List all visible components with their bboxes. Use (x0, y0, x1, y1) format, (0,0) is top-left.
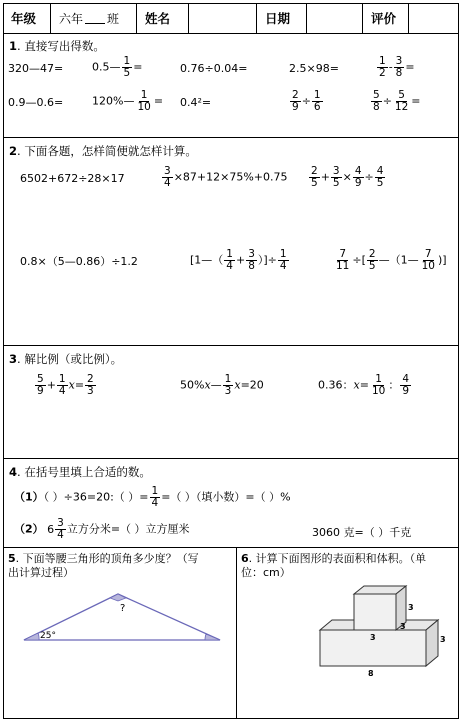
s3-problem-3[interactable] (318, 374, 412, 397)
apex-label: ? (120, 603, 126, 614)
text: ÷[ (352, 253, 366, 267)
frac-num: 1 (140, 89, 148, 101)
s1-problem-1[interactable]: 320—47= (8, 62, 64, 75)
angle-label: 25° (40, 631, 56, 641)
frac (331, 166, 342, 189)
s2-problem-5[interactable] (190, 249, 290, 272)
section-6-title (241, 551, 426, 566)
op: + (46, 378, 56, 392)
frac-num: 7 (424, 248, 432, 260)
section-4-number: 4 (9, 465, 18, 479)
section-4-divider (3, 547, 459, 548)
s2-problem-3[interactable] (308, 166, 386, 189)
frac-num: 1 (58, 373, 66, 385)
s1-p5-frac-2 (394, 56, 405, 79)
frac-den: 5 (368, 260, 376, 272)
frac (57, 374, 68, 397)
frac-den: 8 (248, 260, 255, 272)
frac-num: 5 (37, 373, 44, 385)
section-5-text-1: . 下面等腰三角形的顶角多少度？（写 (15, 552, 199, 565)
frac-den: 3 (87, 385, 94, 397)
frac (35, 374, 46, 397)
frac-den: 10 (421, 260, 435, 272)
text: ）]÷ (257, 253, 277, 267)
name-label: 姓名 (145, 11, 171, 26)
frac-num: 2 (292, 89, 299, 101)
frac-num: 7 (339, 248, 347, 260)
frac-den: 8 (395, 67, 403, 79)
grade-value: 六年 (59, 11, 84, 26)
frac-num: 1 (224, 373, 232, 385)
eval-label-cell (363, 3, 409, 33)
frac-num: 4 (376, 165, 384, 177)
s1-p5-frac-1 (377, 56, 388, 79)
frac-den: 9 (37, 385, 44, 397)
section-3-number: 3 (9, 352, 18, 366)
frac (309, 166, 320, 189)
s1-p2-eq: = (133, 60, 143, 74)
var-x: x (353, 378, 360, 392)
s2-problem-4[interactable]: 0.8×（5—0.86）÷1.2 (20, 255, 138, 268)
op: — (210, 378, 222, 392)
s4-line-2[interactable] (14, 518, 190, 541)
class-blank[interactable] (85, 12, 105, 24)
frac-num: 2 (368, 248, 376, 260)
s1-p2-pre: 0.5— (92, 60, 121, 74)
section-1-divider (3, 137, 459, 138)
frac-den: 11 (336, 260, 350, 272)
grade-label: 年级 (11, 11, 37, 26)
text: ： (388, 378, 400, 392)
frac-num: 3 (164, 165, 171, 177)
section-6-title-2: 位：cm） (241, 566, 291, 579)
s2-problem-2[interactable] (161, 166, 288, 189)
frac-num: 1 (375, 373, 382, 385)
frac (278, 249, 289, 272)
stacked-cuboids-figure (310, 582, 450, 682)
frac (223, 374, 234, 397)
frac-num: 1 (151, 485, 159, 497)
frac-num: 5 (373, 89, 380, 101)
frac-num: 4 (402, 373, 409, 385)
class-suffix: 班 (107, 11, 120, 26)
text: —（1— (378, 253, 419, 267)
s1-problem-6[interactable]: 0.9—0.6= (8, 96, 64, 109)
frac-den: 9 (402, 385, 409, 397)
s4-line-2b[interactable]: 3060 克=（ ）千克 (312, 526, 412, 539)
name-label-cell (137, 3, 189, 33)
var-x: x (68, 378, 75, 392)
frac-den: 4 (164, 177, 171, 189)
base-angle-mark (24, 633, 39, 640)
frac-den: 4 (57, 529, 64, 541)
section-2-text: . 下面各题，怎样简便就怎样计算。 (17, 144, 197, 158)
eval-label: 评价 (371, 11, 397, 26)
op: = (74, 378, 85, 392)
s1-p10-frac-1 (371, 90, 382, 113)
frac-den: 10 (371, 385, 386, 397)
s1-p10-op: ÷ (382, 94, 392, 108)
text: )] (437, 253, 447, 267)
section-3-text: . 解比例（或比例）。 (17, 352, 123, 366)
date-field[interactable] (307, 3, 363, 33)
apex-angle-mark (110, 594, 126, 601)
s1-problem-3[interactable]: 0.76÷0.04= (180, 62, 248, 75)
frac (367, 249, 378, 272)
op: + (320, 170, 330, 184)
frac-den: 10 (137, 101, 151, 113)
var-x: x (234, 378, 241, 392)
frac-num: 1 (379, 55, 386, 67)
frac (375, 166, 386, 189)
frac (150, 486, 161, 509)
text: 0.36： (318, 378, 354, 392)
section-5-6-divider (236, 547, 237, 719)
text: 立方分米=（ ）立方厘米 (66, 522, 190, 536)
item-number: （2） (14, 522, 44, 536)
op: ÷ (364, 170, 374, 184)
frac-den: 9 (292, 101, 299, 113)
s1-p5-eq: = (405, 60, 415, 74)
frac-den: 4 (226, 260, 233, 272)
frac-den: 5 (376, 177, 384, 189)
s1-p9-op: ÷ (301, 94, 311, 108)
frac-num: 4 (354, 165, 362, 177)
text: [1—（ (190, 253, 224, 267)
small-width-label: 3 (370, 633, 376, 642)
s1-p10-frac-2 (393, 90, 410, 113)
section-4-title (9, 464, 151, 480)
s1-p7-eq: = (153, 94, 164, 108)
text: =20 (240, 378, 264, 392)
section-1-text: . 直接写出得数。 (17, 39, 105, 53)
date-label-cell (257, 3, 307, 33)
s3-problem-1[interactable] (34, 374, 97, 397)
frac (55, 518, 66, 541)
op: × (342, 170, 352, 184)
frac (334, 249, 351, 272)
frac-den: 2 (379, 67, 386, 79)
s2-p2-fraction (162, 166, 173, 189)
frac-num: 3 (395, 55, 403, 67)
grade-class-cell[interactable] (51, 3, 137, 33)
section-5-title (8, 551, 199, 566)
section-4-text: . 在括号里填上合适的数。 (17, 465, 151, 479)
s2-problem-1[interactable]: 6502+672÷28×17 (20, 172, 125, 185)
section-5-number: 5 (8, 552, 16, 565)
s3-problem-2[interactable] (180, 374, 264, 397)
s1-problem-5[interactable] (376, 56, 415, 79)
frac (353, 166, 364, 189)
whole: 6 (47, 522, 55, 536)
frac-num: 3 (57, 517, 64, 529)
grade-label-cell (3, 3, 51, 33)
section-6-number: 6 (241, 552, 249, 565)
s1-p7-pre: 120%— (92, 94, 135, 108)
frac-den: 4 (279, 260, 287, 272)
frac-num: 3 (332, 165, 340, 177)
frac-den: 5 (311, 177, 318, 189)
frac-num: 1 (123, 55, 131, 67)
frac-num: 5 (398, 89, 405, 101)
s1-p9-frac-1 (290, 90, 301, 113)
frac (85, 374, 96, 397)
frac-num: 2 (87, 373, 94, 385)
mixed-number (47, 518, 67, 541)
eval-field[interactable] (409, 3, 459, 33)
op: + (235, 253, 246, 267)
var-x: x (204, 378, 211, 392)
section-5-title-2: 出计算过程） (8, 566, 74, 579)
frac (224, 249, 235, 272)
s1-problem-9[interactable] (289, 90, 324, 113)
section-1-number: 1 (9, 39, 18, 53)
header-divider (3, 33, 459, 34)
s1-p10-eq: = (411, 94, 421, 108)
frac (420, 249, 437, 272)
section-1-title (9, 38, 105, 54)
text: 50% (180, 378, 205, 392)
section-3-divider (3, 458, 459, 459)
frac (400, 374, 411, 397)
frac-den: 12 (394, 101, 409, 113)
frac-den: 5 (123, 67, 131, 79)
frac-den: 3 (224, 385, 232, 397)
frac-den: 8 (373, 101, 380, 113)
s2-problem-6[interactable] (333, 249, 447, 272)
s1-p2-fraction (122, 56, 133, 79)
big-width-label: 8 (368, 669, 374, 678)
item-number: （1） (14, 490, 44, 504)
s2-p2-rest: ×87+12×75%+0.75 (173, 170, 288, 184)
s1-problem-2[interactable] (92, 56, 142, 79)
frac-num: 2 (311, 165, 318, 177)
frac-num: 3 (248, 248, 255, 260)
s1-problem-7[interactable] (92, 90, 163, 113)
frac (246, 249, 257, 272)
isosceles-triangle-figure (20, 588, 226, 646)
section-2-title (9, 143, 197, 159)
frac-den: 9 (354, 177, 362, 189)
s1-problem-10[interactable] (370, 90, 421, 113)
frac-num: 1 (226, 248, 233, 260)
s4-line-1[interactable] (14, 486, 291, 509)
small-height-label: 3 (408, 603, 414, 612)
frac-den: 4 (58, 385, 66, 397)
section-2-number: 2 (9, 144, 18, 158)
section-2-divider (3, 345, 459, 346)
s1-problem-8[interactable]: 0.4²= (180, 96, 212, 109)
section-6-text-1: . 计算下面图形的表面积和体积。（单 (248, 552, 427, 565)
frac-den: 4 (151, 497, 159, 509)
frac (370, 374, 387, 397)
small-depth-label: 3 (400, 622, 406, 631)
section-3-title (9, 351, 122, 367)
text: （ ）÷36=20:（ ）= (43, 490, 149, 504)
frac-num: 1 (313, 89, 321, 101)
s1-p9-frac-2 (312, 90, 323, 113)
s1-p5-op: - (388, 60, 393, 74)
frac-den: 6 (313, 101, 321, 113)
big-height-label: 3 (440, 635, 446, 644)
s1-p7-fraction (135, 90, 152, 113)
frac-den: 5 (332, 177, 340, 189)
s1-problem-4[interactable]: 2.5×98= (289, 62, 339, 75)
text: =（ ）（填小数）=（ ）% (161, 490, 291, 504)
frac-num: 1 (279, 248, 287, 260)
op: = (359, 378, 369, 392)
date-label: 日期 (265, 11, 291, 26)
right-angle-mark (205, 634, 220, 640)
small-cuboid-front (354, 594, 396, 630)
name-field[interactable] (189, 3, 257, 33)
